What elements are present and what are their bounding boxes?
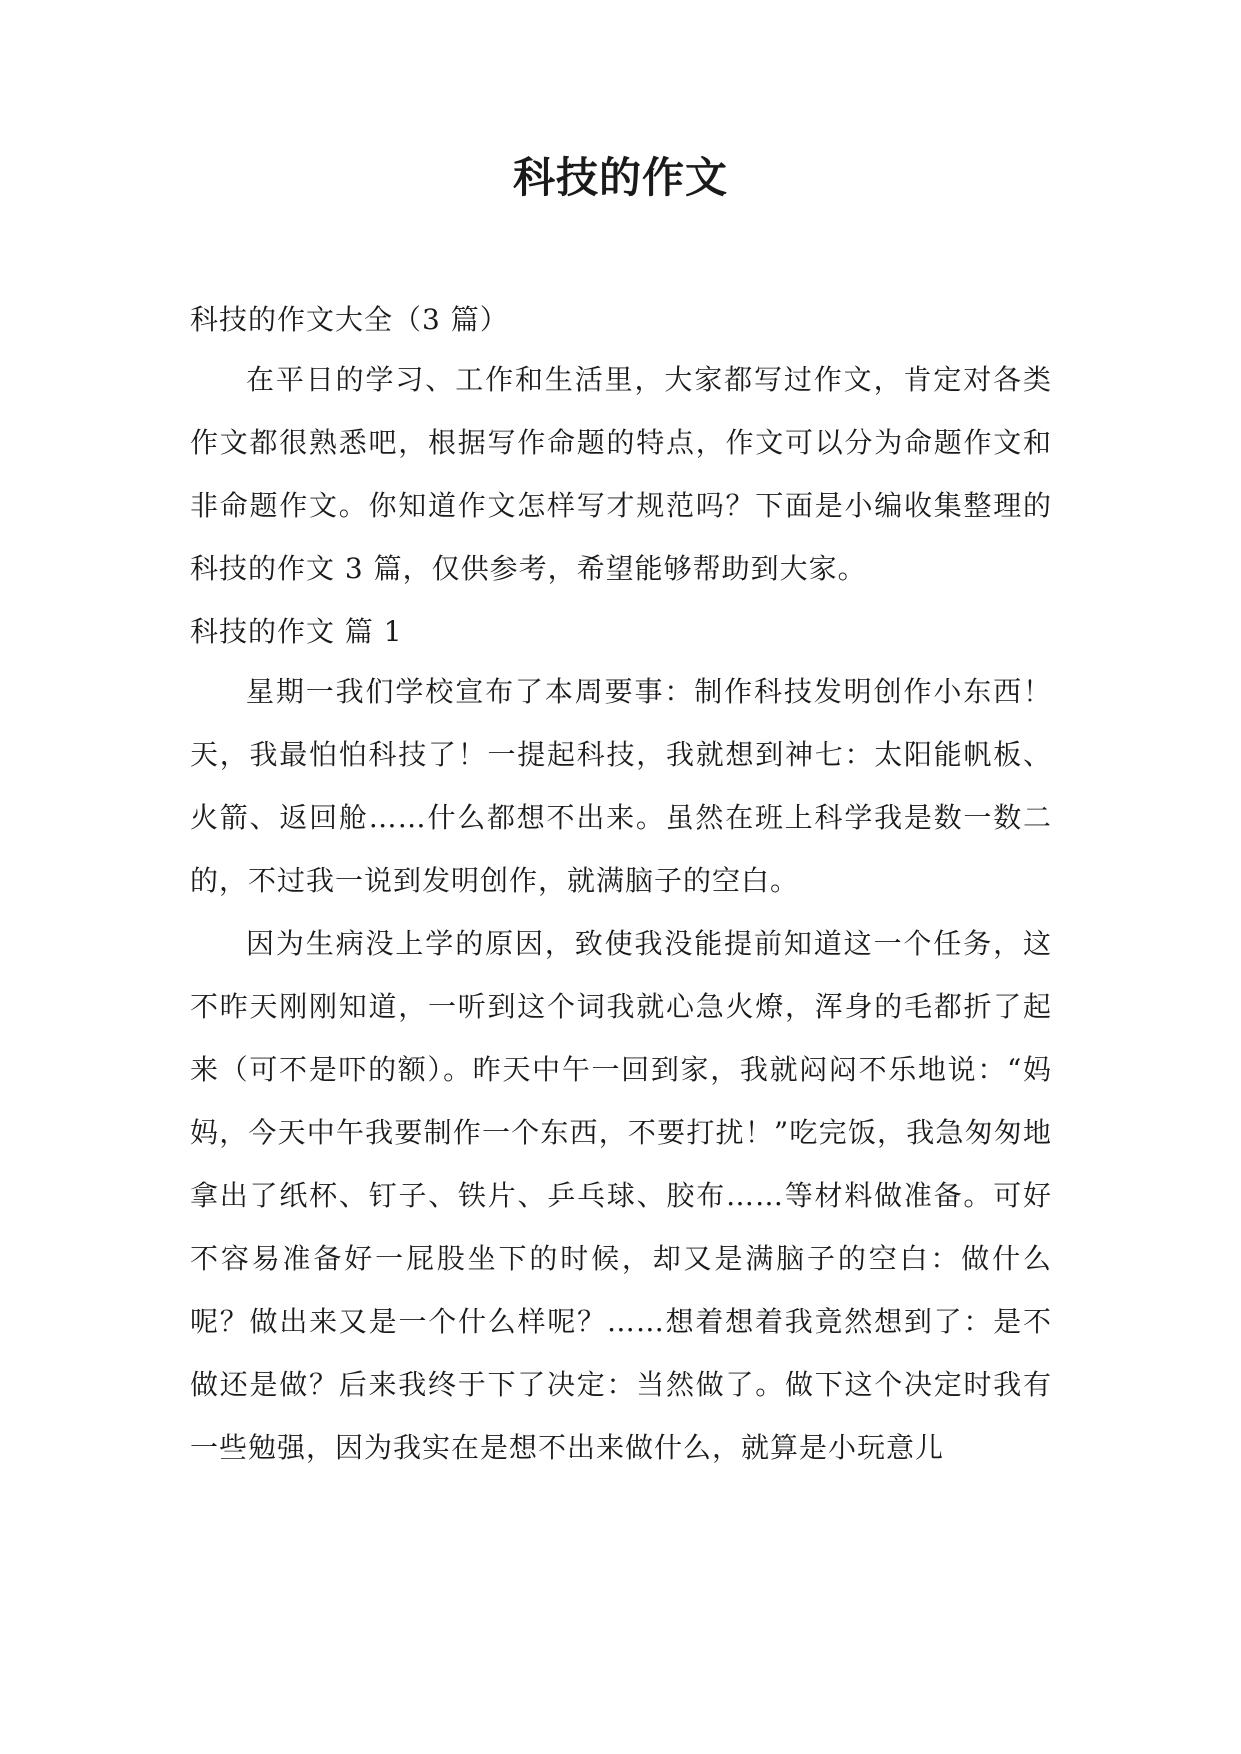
document-title: 科技的作文: [512, 153, 728, 202]
section-heading: 科技的作文 篇 1: [190, 615, 403, 648]
paragraph-2: 因为生病没上学的原因，致使我没能提前知道这一个任务，这不昨天刚刚知道，一听到这个词我就心急火燎，浑身的毛都折了起来（可不是吓的额）。昨天中午一回到家，我就闷闷不乐地说：“妈妈，今天中午我要制作一个东西，不要打扰！”吃完饭，我急匆匆地拿出了纸杯、钉子、铁片、乒乓球、胶布……等材料做准备。可好不容易准备好一屁股坐下的时候，却又是满脑子的空白：做什么呢？做出来又是一个什么样呢？……想着想着我竟然想到了：是不做还是做？后来我终于下了决定：当然做了。做下这个决定时我有一些勉强，因为我实在是想不出来做什么，就算是小玩意儿: [190, 927, 1052, 1464]
intro-paragraph: 在平日的学习、工作和生活里，大家都写过作文，肯定对各类作文都很熟悉吧，根据写作命题的特点，作文可以分为命题作文和非命题作文。你知道作文怎样写才规范吗？下面是小编收集整理的科技的作文 3 篇，仅供参考，希望能够帮助到大家。: [190, 363, 1052, 585]
paragraph-1: 星期一我们学校宣布了本周要事：制作科技发明创作小东西！天，我最怕怕科技了！一提起科技，我就想到神七：太阳能帆板、火箭、返回舱……什么都想不出来。虽然在班上科学我是数一数二的，不过我一说到发明创作，就满脑子的空白。: [190, 675, 1052, 897]
document-subtitle: 科技的作文大全（3 篇）: [190, 303, 509, 336]
document-body: [190, 288, 1052, 1479]
